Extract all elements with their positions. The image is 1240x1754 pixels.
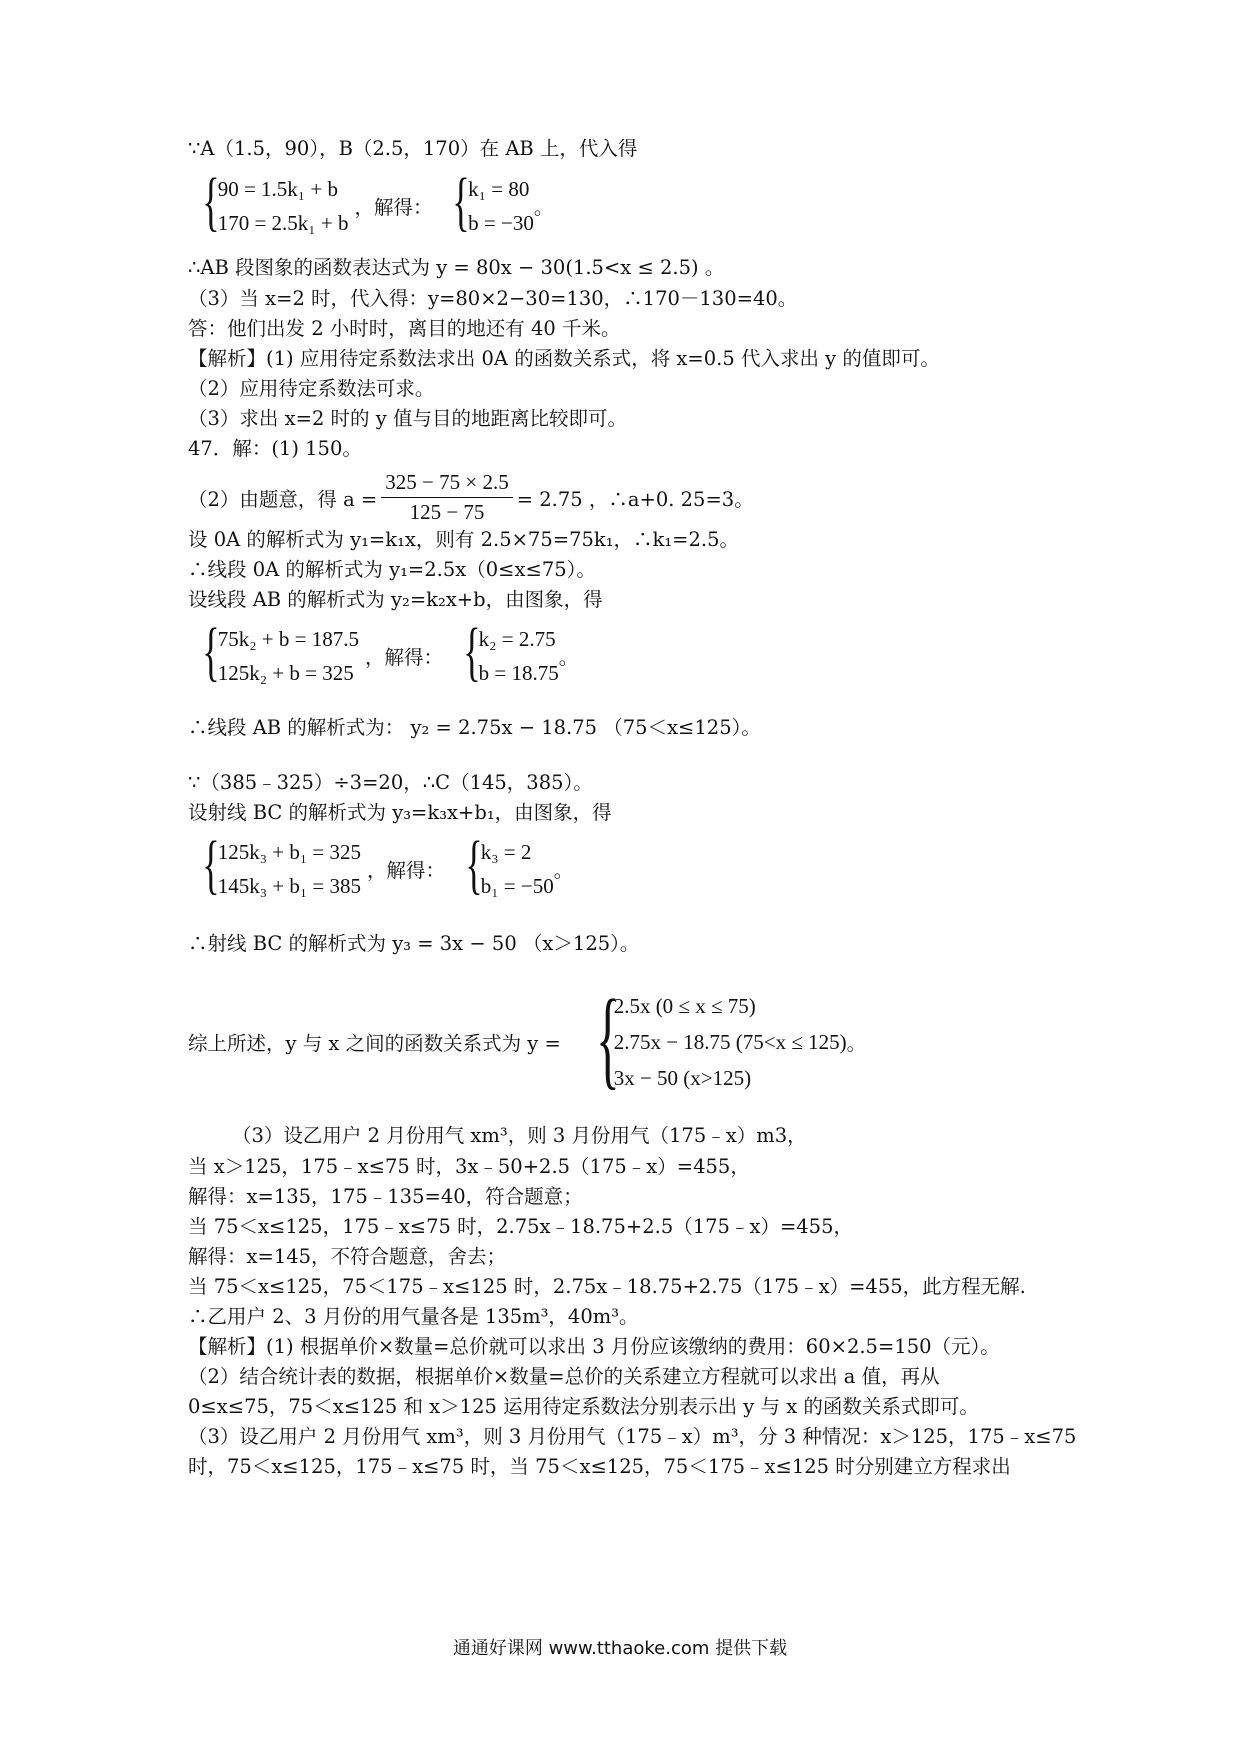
denominator: 125 − 75 [409, 500, 485, 524]
piecewise-cases [567, 977, 847, 1099]
period: 。 [558, 646, 579, 669]
equation: 125k₂ + b = 325 [217, 661, 354, 685]
text-line: 0≤x≤75，75＜x≤125 和 x＞125 运用待定系数法分别表示出 y 与 x 的函数关系式即可。 [188, 1395, 979, 1418]
equation: 125k₃ + b₁ = 325 [217, 840, 362, 864]
system-solution [449, 615, 559, 690]
equation-system-3 [188, 828, 574, 903]
solve-label: ，解得： [367, 859, 446, 882]
text-line: 设线段 AB 的解析式为 y₂=k₂x+b，由图象，得 [188, 588, 603, 611]
brace-glyph: { [452, 165, 471, 238]
system-solution [451, 828, 554, 903]
period: 。 [553, 859, 574, 882]
problem-heading: 47．解：(1) 150。 [188, 437, 362, 460]
case: 2.75x − 18.75 (75<x ≤ 125) [613, 1030, 847, 1054]
text-line: ∴线段 0A 的解析式为 y₁=2.5x（0≤x≤75）。 [188, 558, 596, 581]
solution: b = 18.75 [478, 661, 559, 685]
text-line: （3）设乙用户 2 月份用气 xm³，则 3 月份用气（175﹣x）m³，分 3 种情况：x＞125，175﹣x≤75 [188, 1425, 1077, 1448]
equation: 75k₂ + b = 187.5 [217, 627, 359, 651]
text-line: ∴射线 BC 的解析式为 y₃ = 3x − 50 （x＞125）。 [188, 932, 640, 955]
solution: k₁ = 80 [468, 177, 530, 201]
numerator: 325 − 75 × 2.5 [381, 470, 512, 498]
brace-glyph: { [202, 165, 220, 238]
text-line: （3）当 x=2 时，代入得：y=80×2−30=130，∴170－130=40。 [188, 287, 798, 310]
text-line: ∴乙用户 2、3 月份的用气量各是 135m³，40m³。 [188, 1305, 639, 1328]
text-line: 答：他们出发 2 小时时，离目的地还有 40 千米。 [188, 317, 621, 340]
period: 。 [533, 196, 554, 219]
text-line: 当 x＞125，175﹣x≤75 时，3x﹣50+2.5（175﹣x）=455， [188, 1155, 750, 1178]
brace-glyph: { [465, 828, 483, 901]
system-solution [438, 165, 534, 240]
text-line: ∵（385﹣325）÷3=20，∴C（145，385）。 [188, 771, 593, 794]
analysis-line: 【解析】(1) 根据单价×数量=总价就可以求出 3 月份应该缴纳的费用：60×2.5=150（元）。 [188, 1335, 1000, 1358]
brace-glyph: { [202, 615, 220, 688]
brace-glyph: { [202, 828, 220, 901]
piecewise-function [188, 977, 867, 1099]
fraction-prefix: （2）由题意，得 a = [188, 487, 378, 511]
text-line: ∵A（1.5，90），B（2.5，170）在 AB 上，代入得 [188, 137, 638, 160]
text-line: （2）应用待定系数法可求。 [188, 377, 435, 400]
text-line: 当 75＜x≤125，75＜175﹣x≤125 时，2.75x﹣18.75+2.75（175﹣x）=455，此方程无解. [188, 1275, 1026, 1298]
equation: 145k₃ + b₁ = 385 [217, 874, 362, 898]
fraction [381, 470, 512, 525]
case: 3x − 50 (x>125) [613, 1066, 752, 1090]
equation-system-2 [188, 615, 579, 690]
text-line: 设 0A 的解析式为 y₁=k₁x，则有 2.5×75=75k₁，∴k₁=2.5。 [188, 528, 740, 551]
text-line: ∴线段 AB 的解析式为： y₂ = 2.75x − 18.75 （75＜x≤125）。 [188, 716, 761, 739]
system-left [188, 615, 359, 690]
brace-glyph: { [463, 615, 481, 688]
period: 。 [846, 1032, 867, 1055]
fraction-suffix: = 2.75 ，∴a+0. 25=3。 [516, 487, 754, 511]
text-line: 解得：x=145，不符合题意，舍去； [188, 1245, 507, 1268]
text-line: ∴AB 段图象的函数表达式为 y = 80x − 30(1.5<x ≤ 2.5) 。 [188, 256, 725, 279]
system-left [188, 165, 349, 240]
text-line: 设射线 BC 的解析式为 y₃=k₃x+b₁，由图象，得 [188, 801, 612, 824]
analysis-line: 【解析】(1) 应用待定系数法求出 0A 的函数关系式，将 x=0.5 代入求出 y 的值即可。 [188, 347, 940, 370]
text-line: （2）结合统计表的数据，根据单价×数量=总价的关系建立方程就可以求出 a 值，再从 [188, 1365, 940, 1388]
solve-label: ，解得： [364, 646, 443, 669]
page-footer: 通通好课网 www.tthaoke.com 提供下载 [452, 1638, 788, 1659]
brace-glyph: { [595, 977, 620, 1099]
equation: 90 = 1.5k₁ + b [217, 177, 338, 201]
piecewise-prefix: 综上所述，y 与 x 之间的函数关系式为 y = [188, 1032, 561, 1055]
system-left [188, 828, 362, 903]
equation: 170 = 2.5k₁ + b [217, 211, 349, 235]
text-line: 解得：x=135，175﹣135=40，符合题意； [188, 1185, 583, 1208]
solution: k₃ = 2 [480, 840, 532, 864]
solution: b₁ = −50 [480, 874, 554, 898]
solution: b = −30 [468, 211, 534, 235]
solution: k₂ = 2.75 [478, 627, 556, 651]
equation-system-1 [188, 165, 554, 240]
fraction-line [188, 470, 754, 525]
text-line: 当 75＜x≤125，175﹣x≤75 时，2.75x﹣18.75+2.5（175﹣x）=455， [188, 1215, 853, 1238]
solve-label: ，解得： [354, 196, 433, 219]
text-line: 时，75＜x≤125，175﹣x≤75 时，当 75＜x≤125，75＜175﹣x≤125 时分别建立方程求出 [188, 1455, 1011, 1478]
text-line: （3）求出 x=2 时的 y 值与目的地距离比较即可。 [188, 407, 627, 430]
case: 2.5x (0 ≤ x ≤ 75) [613, 994, 756, 1018]
text-line: （3）设乙用户 2 月份用气 xm³，则 3 月份用气（175﹣x）m3， [232, 1124, 807, 1147]
